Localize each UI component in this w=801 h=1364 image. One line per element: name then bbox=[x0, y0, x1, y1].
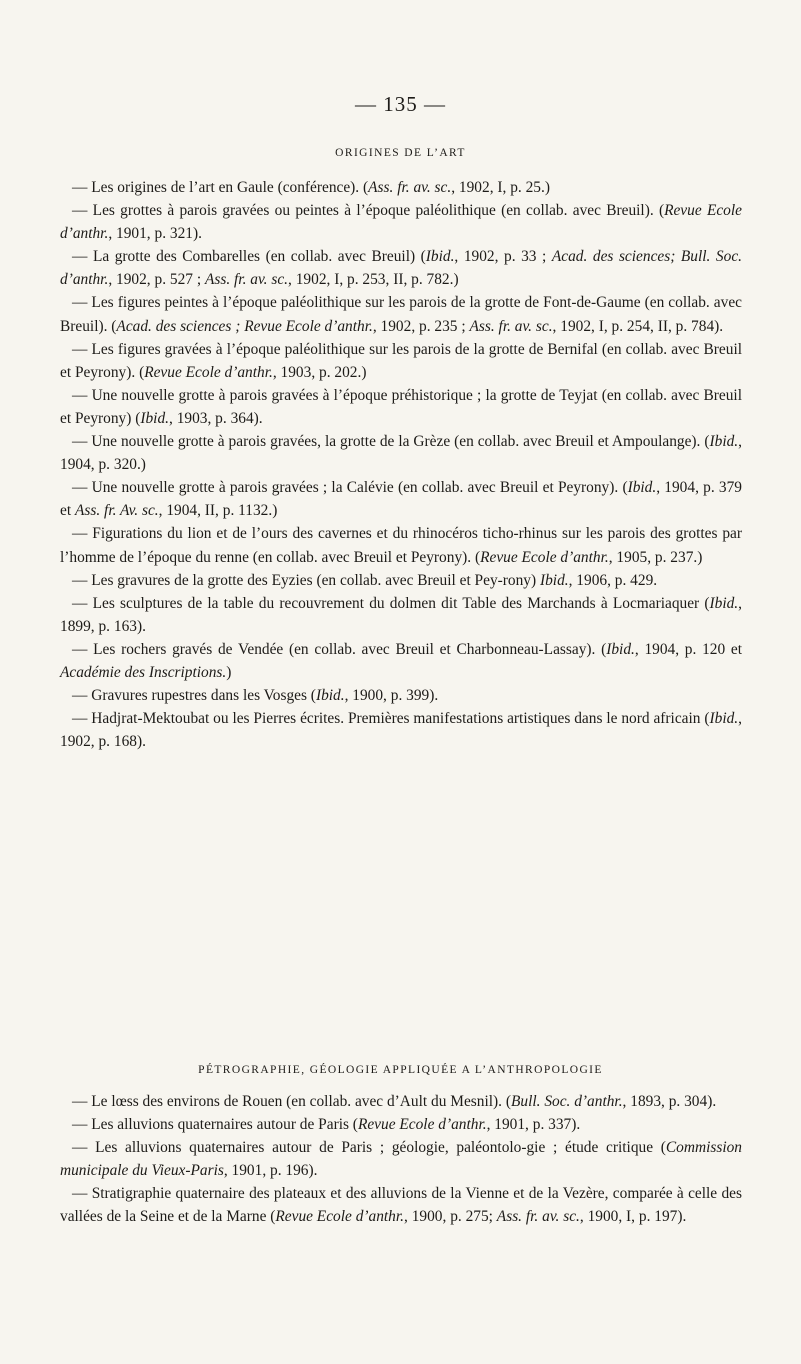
section-heading-origines: ORIGINES DE L’ART bbox=[335, 147, 466, 159]
citation-source: Ibid. bbox=[140, 409, 169, 427]
entry-text: , 1906, p. 429. bbox=[568, 571, 658, 589]
entry-text: , 1901, p. 321). bbox=[108, 225, 202, 243]
citation-source: Ass. fr. av. sc. bbox=[368, 179, 452, 196]
entry-text: , 1899, p. 163). bbox=[60, 594, 742, 635]
entry-text: ) bbox=[226, 663, 232, 681]
entry-text: — Les figures peintes à l’époque paléolithique sur les parois de la grotte de Font-de-Gaume (en collab. avec Breuil). ( bbox=[60, 294, 742, 335]
entry-text: , 1901, p. 196). bbox=[223, 1162, 318, 1180]
bibliography-entry bbox=[60, 176, 742, 199]
entry-text: , 1904, II, p. 1132.) bbox=[158, 502, 278, 520]
bibliography-entry bbox=[60, 384, 742, 430]
entry-text: — Une nouvelle grotte à parois gravées ; la Calévie (en collab. avec Breuil et Peyrony). ( bbox=[72, 479, 628, 497]
bibliography-entry bbox=[60, 1136, 742, 1182]
citation-source: Ibid. bbox=[539, 571, 569, 589]
entry-text: , 1901, p. 337). bbox=[486, 1116, 581, 1134]
entry-text: , 1904, p. 120 et bbox=[634, 640, 742, 658]
citation-source: Ibid. bbox=[709, 433, 739, 451]
bibliography-entry bbox=[60, 569, 742, 592]
citation-source: Ass. fr. av. sc. bbox=[204, 271, 289, 289]
entry-text: , 1902, p. 527 ; bbox=[108, 271, 205, 289]
bibliography-entry bbox=[60, 476, 742, 522]
citation-source: Ibid. bbox=[709, 594, 739, 612]
entry-text: , 1900, p. 399). bbox=[344, 687, 439, 705]
entry-text: — Hadjrat-Mektoubat ou les Pierres écrites. Premières manifestations artistiques dans le nord africain ( bbox=[72, 710, 710, 728]
citation-source: Ass. fr. av. sc. bbox=[496, 1208, 580, 1226]
entry-text: , 1904, p. 320.) bbox=[60, 433, 742, 474]
entry-text: , 1902, I, p. 253, II, p. 782.) bbox=[288, 271, 459, 289]
bibliography-list-petrographie bbox=[60, 1090, 742, 1229]
entry-text: , 1900, p. 275; bbox=[404, 1208, 497, 1226]
bibliography-entry bbox=[60, 638, 742, 684]
bibliography-entry bbox=[60, 592, 742, 638]
citation-source: Bull. Soc. d’anthr. bbox=[510, 1093, 623, 1110]
entry-text: , 1902, p. 168). bbox=[60, 710, 742, 751]
entry-text: — La grotte des Combarelles (en collab. avec Breuil) ( bbox=[72, 248, 426, 266]
bibliography-entry bbox=[60, 684, 742, 707]
citation-source: Ibid. bbox=[425, 248, 455, 266]
citation-source: Revue Ecole d’anthr. bbox=[60, 202, 742, 243]
entry-text: — Les sculptures de la table du recouvrement du dolmen dit Table des Marchands à Locmariaquer ( bbox=[72, 594, 710, 612]
bibliography-entry bbox=[60, 1182, 742, 1228]
entry-text: , 1905, p. 237.) bbox=[608, 548, 703, 566]
bibliography-entry bbox=[60, 430, 742, 476]
entry-text: — Les rochers gravés de Vendée (en collab. avec Breuil et Charbonneau-Lassay). ( bbox=[72, 640, 607, 658]
entry-text: — Une nouvelle grotte à parois gravées à l’époque préhistorique ; la grotte de Teyjat (en collab. avec Breuil et Peyrony) ( bbox=[60, 386, 742, 427]
citation-source: Revue Ecole d’anthr. bbox=[357, 1116, 487, 1134]
citation-source: Ibid. bbox=[315, 687, 345, 705]
entry-text: — Les gravures de la grotte des Eyzies (en collab. avec Breuil et Pey-rony) bbox=[72, 571, 540, 589]
citation-source: Ass. fr. Av. sc. bbox=[74, 502, 159, 520]
entry-text: — Gravures rupestres dans les Vosges ( bbox=[72, 687, 316, 705]
bibliography-list-origines bbox=[60, 176, 742, 753]
entry-text: — Les grottes à parois gravées ou peintes à l’époque paléolithique (en collab. avec Breuil). ( bbox=[72, 202, 665, 220]
entry-text: , 1904, p. 379 et bbox=[60, 479, 742, 520]
entry-text: , 1902, I, p. 254, II, p. 784). bbox=[552, 317, 724, 335]
entry-text: , 1902, I, p. 25.) bbox=[451, 179, 550, 196]
entry-text: — Stratigraphie quaternaire des plateaux et des alluvions de la Vienne et de la Vezère, comparée à celle des vallées de la Seine et de la Marne ( bbox=[60, 1185, 742, 1226]
citation-source: Ass. fr. av. sc. bbox=[469, 317, 553, 335]
citation-source: Acad. des sciences; Bull. Soc. d’anthr. bbox=[60, 248, 743, 289]
citation-source: Ibid. bbox=[627, 479, 657, 497]
citation-source: Ibid. bbox=[709, 710, 739, 728]
entry-text: , 1903, p. 202.) bbox=[272, 363, 367, 381]
entry-text: , 1902, p. 33 ; bbox=[454, 248, 552, 266]
entry-text: — Les alluvions quaternaires autour de Paris ; géologie, paléontolo-gie ; étude critique ( bbox=[72, 1139, 666, 1157]
citation-source: Académie des Inscriptions. bbox=[60, 663, 227, 681]
citation-source: Revue Ecole d’anthr. bbox=[480, 548, 609, 566]
citation-source: Ibid. bbox=[606, 640, 635, 658]
entry-text: , 1903, p. 364). bbox=[169, 409, 263, 427]
entry-text: — Une nouvelle grotte à parois gravées, la grotte de la Grèze (en collab. avec Breuil et Ampoulange). ( bbox=[72, 433, 710, 451]
entry-text: , 1900, I, p. 197). bbox=[579, 1208, 687, 1226]
citation-source: Commission municipale du Vieux-Paris bbox=[60, 1139, 742, 1180]
bibliography-entry bbox=[60, 199, 742, 245]
entry-text: — Les figures gravées à l’époque paléolithique sur les parois de la grotte de Bernifal (en collab. avec Breuil et Peyrony). ( bbox=[60, 340, 742, 381]
bibliography-entry bbox=[60, 522, 742, 568]
entry-text: , 1902, p. 235 ; bbox=[372, 317, 470, 335]
bibliography-entry bbox=[60, 1090, 742, 1113]
entry-text: , 1893, p. 304). bbox=[622, 1093, 717, 1110]
page-number: — 135 — bbox=[355, 92, 446, 116]
bibliography-entry bbox=[60, 707, 742, 753]
entry-text: — Figurations du lion et de l’ours des cavernes et du rhinocéros ticho-rhinus sur les parois des grottes par l’homme de l’époque du renne (en collab. avec Breuil et Peyrony). ( bbox=[60, 525, 742, 566]
section-heading-petrographie: PÉTROGRAPHIE, GÉOLOGIE APPLIQUÉE A L’ANTHROPOLOGIE bbox=[198, 1064, 603, 1076]
citation-source: Revue Ecole d’anthr. bbox=[275, 1208, 405, 1226]
entry-text: — Le lœss des environs de Rouen (en collab. avec d’Ault du Mesnil). ( bbox=[72, 1093, 511, 1110]
bibliography-entry bbox=[60, 291, 742, 337]
bibliography-entry bbox=[60, 1113, 742, 1136]
entry-text: — Les alluvions quaternaires autour de Paris ( bbox=[72, 1116, 358, 1134]
citation-source: Acad. des sciences ; Revue Ecole d’anthr. bbox=[116, 317, 373, 335]
citation-source: Revue Ecole d’anthr. bbox=[144, 363, 273, 381]
bibliography-entry bbox=[60, 245, 742, 291]
entry-text: — Les origines de l’art en Gaule (conférence). ( bbox=[72, 179, 369, 196]
bibliography-entry bbox=[60, 338, 742, 384]
